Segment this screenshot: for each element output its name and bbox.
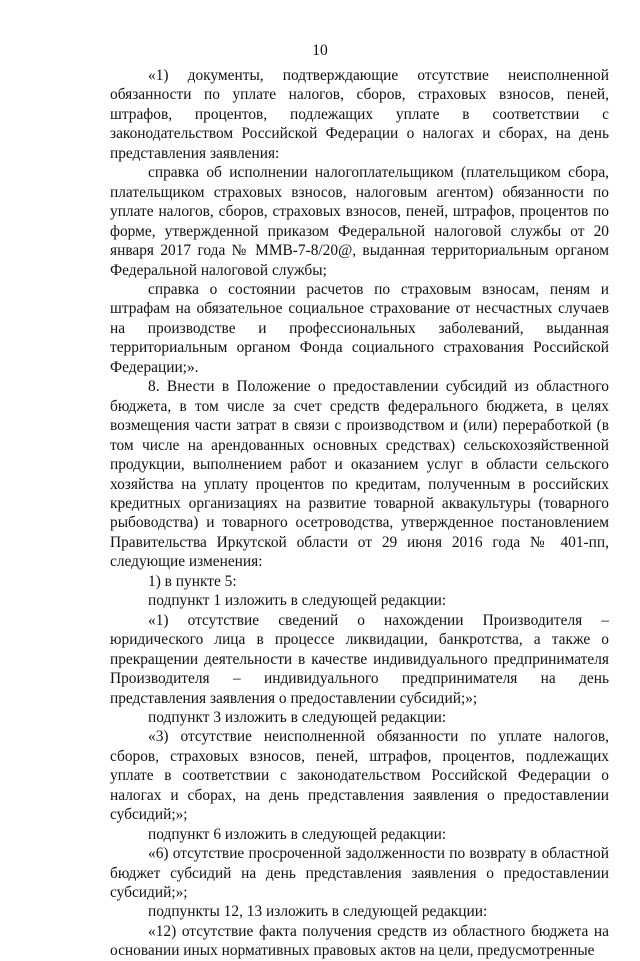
paragraph-2: справка об исполнении налогоплательщиком (плательщиком сбора, плательщиком страховых взносов, налоговым агентом) обязанности по уплате налогов, сборов, страховых взносов, пеней, штрафов, процентов по форме, утвержденной приказом Федеральной налоговой службы от 20 января 2017 года № ММВ-7-8/20@, выданная территориальным органом Федеральной налоговой службы; — [110, 164, 609, 279]
paragraph-1: «1) документы, подтверждающие отсутствие неисполненной обязанности по уплате налогов, сборов, страховых взносов, пеней, штрафов, процентов, подлежащих уплате в соответствии с законодательством Российской Федерации о налогах и сборах, на день представления заявления: — [110, 67, 609, 162]
paragraph-7: «1) отсутствие сведений о нахождении Производителя – юридического лица в процессе ликвидации, банкротства, а также о прекращении деятельности в качестве индивидуального предпринимателя Производителя – индивидуального предпринимателя на день представления заявления о предоставлении субсидий;»; — [110, 611, 609, 707]
paragraph-10: подпункт 6 изложить в следующей редакции: — [148, 825, 447, 843]
paragraph-4: 8. Внести в Положение о предоставлении субсидий из областного бюджета, в том числе за счет средств федерального бюджета, в целях возмещения части затрат в связи с производством и (или) переработкой (в том числе на арендованных основных средствах) сельскохозяйственной продукции, выполнением работ и оказанием услуг в области сельского хозяйства на уплату процентов по кредитам, полученным в российских кредитных организациях на развитие товарной аквакультуры (товарного рыбоводства) и товарного осетроводства, утвержденное постановлением Правительства Иркутской области от 29 июня 2016 года № 401-пп, следующие изменения: — [110, 378, 609, 571]
paragraph-5: 1) в пункте 5: — [148, 572, 237, 590]
document-body — [110, 66, 609, 961]
page-number: 10 — [312, 42, 328, 59]
paragraph-8: подпункт 3 изложить в следующей редакции: — [148, 708, 447, 726]
paragraph-6: подпункт 1 изложить в следующей редакции: — [148, 592, 447, 610]
paragraph-9: «3) отсутствие неисполненной обязанности по уплате налогов, сборов, страховых взносов, пеней, штрафов, процентов, подлежащих уплате в соответствии с законодательством Российской Федерации о налогах и сборах, на день представления заявления о предоставлении субсидий;»; — [110, 728, 609, 824]
paragraph-11: «6) отсутствие просроченной задолженности по возврату в областной бюджет субсидий на день представления заявления о предоставлении субсидий;»; — [110, 845, 609, 902]
paragraph-3: справка о состоянии расчетов по страховым взносам, пеням и штрафам на обязательное социальное страхование от несчастных случаев на производстве и профессиональных заболеваний, выданная территориальным органом Фонда социального страхования Российской Федерации;». — [110, 280, 609, 376]
paragraph-12: подпункты 12, 13 изложить в следующей редакции: — [148, 903, 488, 921]
paragraph-13: «12) отсутствие факта получения средств из областного бюджета на основании иных нормативных правовых актов на цели, предусмотренные — [110, 922, 609, 960]
